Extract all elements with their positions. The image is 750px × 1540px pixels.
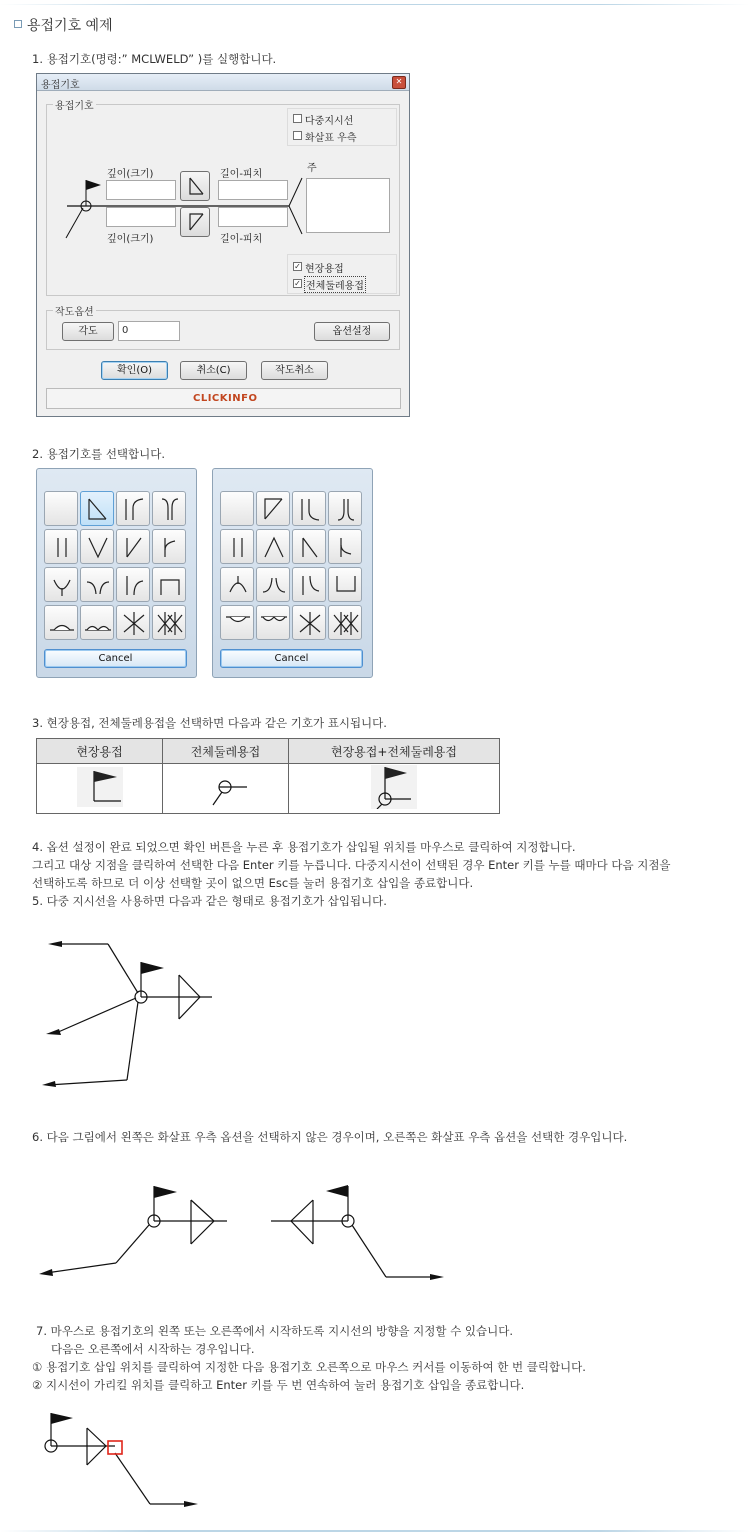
table-header-row: [37, 739, 500, 764]
weld-symbol-blank-button[interactable]: [220, 491, 254, 526]
weld-star2-icon: [153, 606, 187, 641]
weld-slotD-icon: [329, 568, 363, 603]
field-weld-checkbox[interactable]: ✓: [294, 262, 301, 271]
cancel-button[interactable]: 취소(C): [180, 361, 247, 380]
weld-symbol-star-button[interactable]: [116, 605, 150, 640]
weld-filletD-icon: [257, 492, 291, 527]
brand-logo: CLICKINFO: [193, 393, 258, 404]
step-1-text: 1. 용접기호(명령:” MCLWELD” )를 실행합니다.: [32, 52, 277, 66]
weld-symbol-bev-button[interactable]: [116, 529, 150, 564]
weld-symbol-ii-button[interactable]: [220, 529, 254, 564]
weld-jkD-icon: [329, 530, 363, 565]
weld-symbol-vvD-button[interactable]: [256, 529, 290, 564]
weld-star-icon: [117, 606, 151, 641]
arrow-side-comparison-diagram: [36, 1180, 456, 1285]
weld-symbol-slotD-button[interactable]: [328, 567, 362, 602]
weld-symbol-filletD-button[interactable]: [256, 491, 290, 526]
step-7-paragraph: [32, 1322, 586, 1394]
length-bottom-input[interactable]: [218, 207, 288, 227]
weld-flareBD-icon: [293, 568, 327, 603]
field-weld-flag-icon: [77, 767, 123, 807]
weld-symbol-jbevel-button[interactable]: [116, 491, 150, 526]
weld-symbol-seam-button[interactable]: [44, 605, 78, 640]
step-7-line-3: ① 용접기호 삽입 위치를 클릭하여 지정한 다음 용접기호 오른쪽으로 마우스 커서를 이동하여 한 번 클릭합니다.: [32, 1360, 586, 1374]
weld-symbol-uu-button[interactable]: [152, 491, 186, 526]
weld-cupD-icon: [221, 568, 255, 603]
step-7-line-2: 다음은 오른쪽에서 시작하는 경우입니다.: [51, 1342, 255, 1356]
weld-symbol-flareBD-button[interactable]: [292, 567, 326, 602]
weld-symbol-jkD-button[interactable]: [328, 529, 362, 564]
weld-flareV-icon: [81, 568, 115, 603]
arrow-right-label: 화살표 우측: [305, 133, 357, 144]
weld-symbol-flareVD-button[interactable]: [256, 567, 290, 602]
ok-button[interactable]: 확인(O): [101, 361, 168, 380]
weld-symbol-bevD-button[interactable]: [292, 529, 326, 564]
weld-uuD-icon: [329, 492, 363, 527]
weld-symbol-flareV-button[interactable]: [80, 567, 114, 602]
weld-symbol-dialog: [36, 73, 410, 417]
arrow-right-checkbox[interactable]: [293, 131, 302, 140]
weld-star-icon: [293, 606, 327, 641]
weld-symbol-seam2-button[interactable]: [80, 605, 114, 640]
weld-symbol-table: [36, 738, 500, 814]
weld-symbol-cupD-button[interactable]: [220, 567, 254, 602]
weld-symbol-slot-button[interactable]: [152, 567, 186, 602]
weld-symbol-ii-button[interactable]: [44, 529, 78, 564]
weld-seam2-icon: [81, 606, 115, 641]
weld-vv-icon: [81, 530, 115, 565]
top-symbol-button[interactable]: [180, 171, 210, 201]
fillet-weld-down-icon: [181, 208, 209, 236]
title-bullet-icon: [14, 20, 22, 28]
depth-bottom-label: 깊이(크기): [107, 234, 154, 245]
weld-flareVD-icon: [257, 568, 291, 603]
weld-seamD-icon: [221, 606, 255, 641]
angle-input[interactable]: 0: [118, 321, 180, 341]
depth-top-input[interactable]: [106, 180, 176, 200]
depth-top-label: 깊이(크기): [107, 169, 154, 180]
field-weld-label: 현장용접: [305, 264, 344, 275]
all-around-label: 전체둘레용접: [304, 276, 366, 293]
step-4-line-1: 4. 옵션 설정이 완료 되었으면 확인 버튼을 누른 후 용접기호가 삽입될 위치를 마우스로 클릭하여 지정합니다.: [32, 840, 576, 854]
weld-symbol-cup-button[interactable]: [44, 567, 78, 602]
weld-symbol-group-label: 용접기호: [53, 97, 96, 112]
palette-bottom-cancel-button[interactable]: Cancel: [220, 649, 363, 668]
weld-slot-icon: [153, 568, 187, 603]
dialog-titlebar: [37, 74, 409, 91]
step-7-line-1: 7. 마우스로 용접기호의 왼쪽 또는 오른쪽에서 시작하도록 지시선의 방향을 지정할 수 있습니다.: [36, 1324, 513, 1338]
table-header-field-all-around: 현장용접+전체둘레용접: [289, 739, 500, 764]
multi-leader-label: 다중지시선: [305, 116, 354, 127]
all-around-checkbox[interactable]: ✓: [294, 279, 301, 288]
weld-jbevel-icon: [117, 492, 151, 527]
weld-symbol-seamD-button[interactable]: [220, 605, 254, 640]
weld-jbevelD-icon: [293, 492, 327, 527]
weld-seam-icon: [45, 606, 79, 641]
weld-ii-icon: [221, 530, 255, 565]
angle-button[interactable]: 각도: [62, 322, 114, 341]
depth-bottom-input[interactable]: [106, 207, 176, 227]
weld-flareB-icon: [117, 568, 151, 603]
field-all-around-symbol-cell: [289, 764, 500, 814]
step-2-text: 2. 용접기호를 선택합니다.: [32, 447, 166, 461]
all-around-circle-icon: [203, 767, 249, 807]
weld-bevD-icon: [293, 530, 327, 565]
weld-jk-icon: [153, 530, 187, 565]
weld-symbol-jk-button[interactable]: [152, 529, 186, 564]
weld-seam2D-icon: [257, 606, 291, 641]
table-header-all-around: 전체둘레용접: [163, 739, 289, 764]
weld-symbol-seam2D-button[interactable]: [256, 605, 290, 640]
weld-symbol-fillet-button[interactable]: [80, 491, 114, 526]
close-icon[interactable]: ✕: [392, 76, 406, 89]
note-label: 주: [307, 163, 317, 174]
step-5-line: 5. 다중 지시선을 사용하면 다음과 같은 형태로 용접기호가 삽입됩니다.: [32, 894, 387, 908]
weld-uu-icon: [153, 492, 187, 527]
page-title-text: 용접기호 예제: [27, 18, 113, 34]
palette-top-cancel-button[interactable]: Cancel: [44, 649, 187, 668]
field-weld-symbol-cell: [37, 764, 163, 814]
bottom-divider: [0, 1530, 750, 1532]
note-textarea[interactable]: [306, 178, 390, 233]
length-top-label: 길이-피치: [220, 169, 263, 180]
top-divider: [0, 4, 750, 5]
dialog-title: 용접기호: [41, 80, 80, 91]
weld-vvD-icon: [257, 530, 291, 565]
length-bottom-label: 길이-피치: [220, 234, 263, 245]
step-4-line-3: 선택하도록 하므로 더 이상 선택할 곳이 없으면 Esc를 눌러 용접기호 삽입을 종료합니다.: [32, 876, 474, 890]
weld-star2-icon: [329, 606, 363, 641]
multi-leader-checkbox[interactable]: [293, 114, 302, 123]
right-start-diagram: [40, 1408, 210, 1513]
weld-symbol-vv-button[interactable]: [80, 529, 114, 564]
multi-leader-diagram: [40, 930, 240, 1095]
weld-ii-icon: [45, 530, 79, 565]
undo-draw-button[interactable]: 작도취소: [261, 361, 328, 380]
step-3-text: 3. 현장용접, 전체둘레용접을 선택하면 다음과 같은 기호가 표시됩니다.: [32, 716, 387, 730]
fillet-weld-icon: [181, 172, 209, 200]
all-around-symbol-cell: [163, 764, 289, 814]
table-row: [37, 764, 500, 814]
page-title: [14, 15, 113, 35]
weld-cup-icon: [45, 568, 79, 603]
weld-symbol-uuD-button[interactable]: [328, 491, 362, 526]
weld-bev-icon: [117, 530, 151, 565]
draw-options-label: 작도옵션: [53, 303, 96, 318]
step-4-line-2: 그리고 대상 지점을 클릭하여 선택한 다음 Enter 키를 누릅니다. 다중지시선이 선택된 경우 Enter 키를 누를 때마다 다음 지점을: [32, 858, 671, 872]
bottom-symbol-button[interactable]: [180, 207, 210, 237]
weld-symbol-flareB-button[interactable]: [116, 567, 150, 602]
weld-symbol-star-button[interactable]: [292, 605, 326, 640]
step-6-text: 6. 다음 그림에서 왼쪽은 화살표 우측 옵션을 선택하지 않은 경우이며, 오른쪽은 화살표 우측 옵션을 선택한 경우입니다.: [32, 1130, 628, 1144]
table-header-field-weld: 현장용접: [37, 739, 163, 764]
weld-fillet-icon: [81, 492, 115, 527]
weld-symbol-blank-button[interactable]: [44, 491, 78, 526]
weld-symbol-star2-button[interactable]: [152, 605, 186, 640]
weld-symbol-star2-button[interactable]: [328, 605, 362, 640]
weld-symbol-jbevelD-button[interactable]: [292, 491, 326, 526]
step-4-5-paragraph: [32, 838, 671, 910]
length-top-input[interactable]: [218, 180, 288, 200]
field-all-around-icon: [371, 765, 417, 809]
step-7-line-4: ② 지시선이 가리킬 위치를 클릭하고 Enter 키를 두 번 연속하여 눌러 용접기호 삽입을 종료합니다.: [32, 1378, 525, 1392]
option-settings-button[interactable]: 옵션설정: [314, 322, 390, 341]
